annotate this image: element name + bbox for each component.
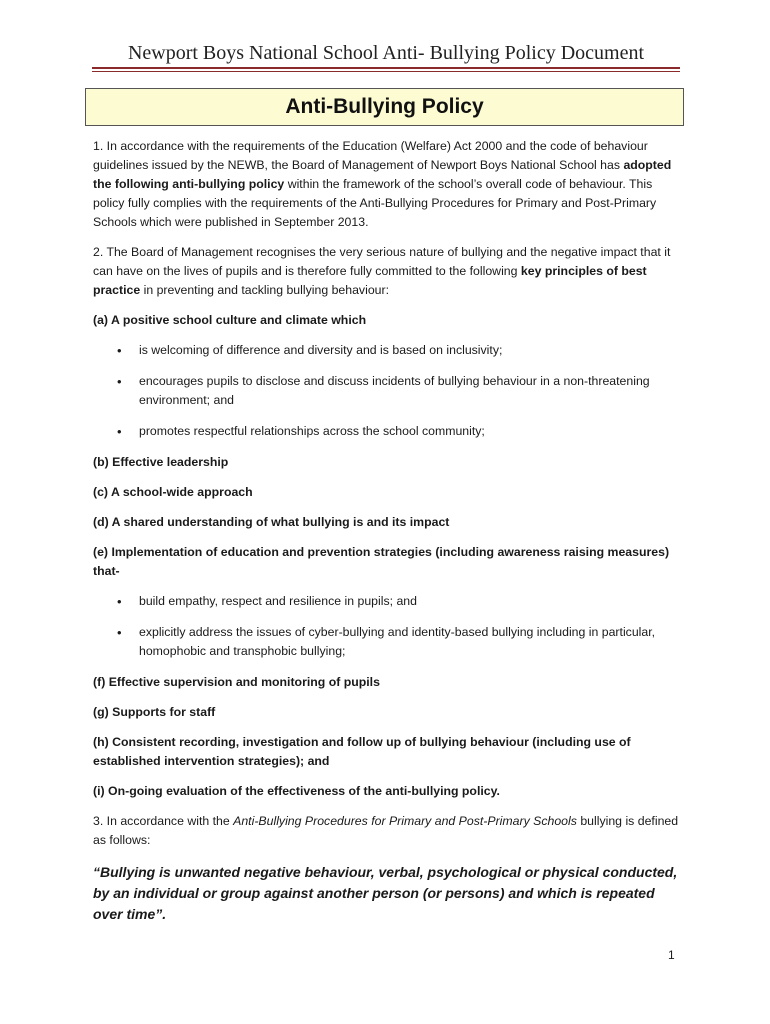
list-item: • promotes respectful relationships across the school community;	[139, 422, 679, 441]
principle-f: (f) Effective supervision and monitoring of pupils	[93, 675, 380, 689]
bullying-definition: “Bullying is unwanted negative behaviour, verbal, psychological or physical conducted, by an individual or group against another person (or persons) and which is repeated over time”.	[93, 864, 678, 922]
header-rule	[92, 67, 680, 69]
paragraph-2: 2. The Board of Management recognises the very serious nature of bullying and the negative impact that it can have on the lives of pupils and is therefore fully committed to the following key principles of best practice in preventing and tackling bullying behaviour:	[93, 245, 671, 297]
principle-h: (h) Consistent recording, investigation and follow up of bullying behaviour (including use of established intervention strategies); and	[93, 735, 631, 768]
list-item: • encourages pupils to disclose and discuss incidents of bullying behaviour in a non-threatening environment; and	[139, 372, 679, 410]
principle-e-list	[93, 592, 679, 661]
paragraph-1: 1. In accordance with the requirements of the Education (Welfare) Act 2000 and the code of behaviour guidelines issued by the NEWB, the Board of Management of Newport Boys National School has adopted the following anti-bullying policy within the framework of the school’s overall code of behaviour. This policy fully complies with the requirements of the Anti-Bullying Procedures for Primary and Post-Primary Schools which were published in September 2013.	[93, 139, 672, 229]
principle-a: (a) A positive school culture and climate which	[93, 313, 367, 327]
principle-g: (g) Supports for staff	[93, 705, 216, 719]
document-body	[93, 137, 679, 936]
page-header: Newport Boys National School Anti- Bullying Policy Document	[127, 42, 645, 64]
principle-d: (d) A shared understanding of what bullying is and its impact	[93, 515, 450, 529]
document-title: Anti-Bullying Policy	[85, 88, 684, 126]
principle-b: (b) Effective leadership	[93, 455, 229, 469]
page-number: 1	[668, 948, 675, 962]
list-item: • explicitly address the issues of cyber-bullying and identity-based bullying including in particular, homophobic and transphobic bullying;	[139, 623, 679, 661]
header-rule-thin	[92, 71, 680, 72]
principle-i: (i) On-going evaluation of the effectiveness of the anti-bullying policy.	[93, 784, 500, 798]
principle-a-list	[93, 341, 679, 441]
list-item: • build empathy, respect and resilience in pupils; and	[139, 592, 679, 611]
principle-c: (c) A school-wide approach	[93, 485, 253, 499]
paragraph-3: 3. In accordance with the Anti-Bullying Procedures for Primary and Post-Primary Schools bullying is defined as follows:	[93, 814, 679, 847]
list-item: • is welcoming of difference and diversity and is based on inclusivity;	[139, 341, 679, 360]
principle-e: (e) Implementation of education and prevention strategies (including awareness raising measures) that-	[93, 545, 670, 578]
